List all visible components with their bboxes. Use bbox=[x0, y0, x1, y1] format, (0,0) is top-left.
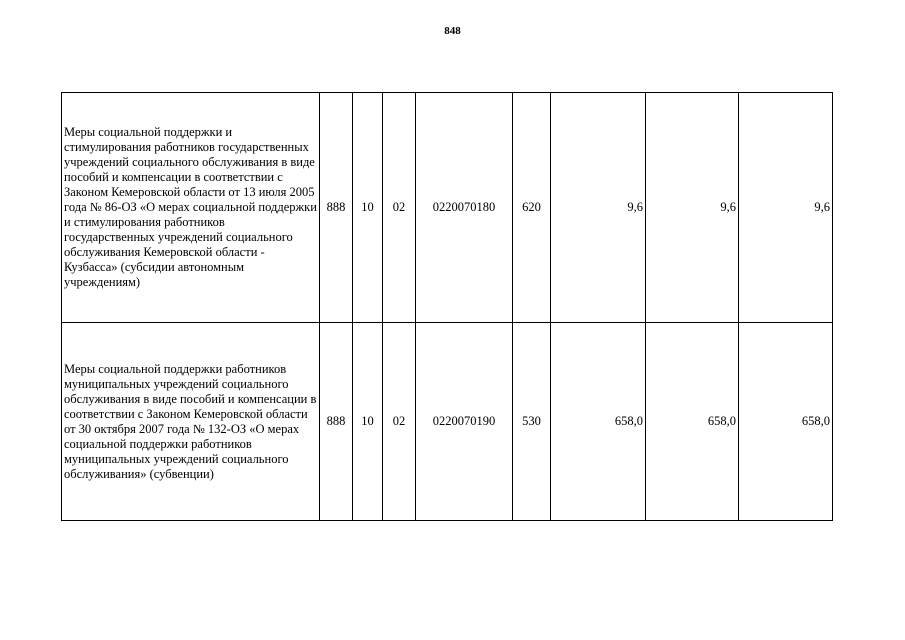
page-number: 848 bbox=[444, 25, 461, 37]
ministry-code: 888 bbox=[320, 93, 353, 323]
target-article-code: 0220070190 bbox=[416, 323, 513, 521]
amount-year-3: 658,0 bbox=[739, 323, 833, 521]
subsection-code: 02 bbox=[383, 323, 416, 521]
section-code: 10 bbox=[353, 93, 383, 323]
row-description: Меры социальной поддержки работников муниципальных учреждений социального обслуживания в виде пособий и компенсации в соответствии с Законом Кемеровской области от 30 октября 2007 года № 132-ОЗ «О мерах социальной поддержки работников муниципальных учреждений социального обслуживания» (субвенции) bbox=[62, 323, 320, 521]
budget-table bbox=[61, 92, 833, 521]
row-description: Меры социальной поддержки и стимулирования работников государственных учреждений социального обслуживания в виде пособий и компенсации в соответствии с Законом Кемеровской области от 13 июля 2005 года № 86-ОЗ «О мерах социальной поддержки и стимулирования работников государственных учреждений социального обслуживания Кемеровской области - Кузбасса» (субсидии автономным учреждениям) bbox=[62, 93, 320, 323]
amount-year-3: 9,6 bbox=[739, 93, 833, 323]
table-row bbox=[62, 323, 833, 521]
target-article-code: 0220070180 bbox=[416, 93, 513, 323]
subsection-code: 02 bbox=[383, 93, 416, 323]
amount-year-2: 9,6 bbox=[646, 93, 739, 323]
expense-type-code: 530 bbox=[513, 323, 551, 521]
amount-year-1: 658,0 bbox=[551, 323, 646, 521]
section-code: 10 bbox=[353, 323, 383, 521]
expense-type-code: 620 bbox=[513, 93, 551, 323]
table-row bbox=[62, 93, 833, 323]
amount-year-1: 9,6 bbox=[551, 93, 646, 323]
ministry-code: 888 bbox=[320, 323, 353, 521]
amount-year-2: 658,0 bbox=[646, 323, 739, 521]
